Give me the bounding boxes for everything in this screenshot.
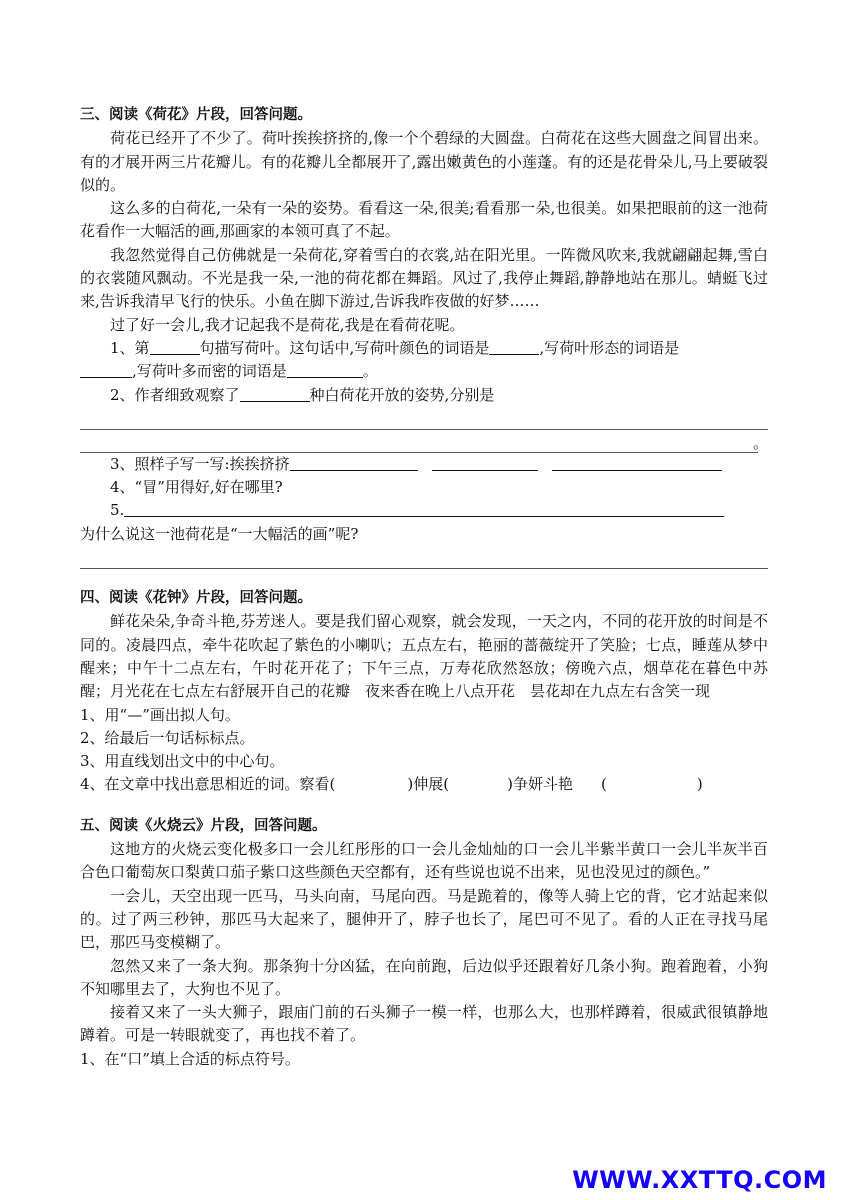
blank[interactable]: [150, 339, 200, 355]
worksheet: [80, 104, 768, 1071]
s5-paragraph-4: 接着又来了一头大狮子，跟庙门前的石头狮子一模一样，也那么大，也那样蹲着，很威武很镇静地蹲着。可是一转眼就变了，再也找不着了。: [80, 1003, 768, 1045]
blank[interactable]: [124, 501, 724, 517]
s5-question-1: 1、在“口”填上合适的标点符号。: [80, 1049, 300, 1068]
s4-paragraph-1: 鲜花朵朵,争奇斗艳,芬芳迷人。要是我们留心观察，就会发现，一天之内，不同的花开放的时间是不同的。凌晨四点，牵牛花吹起了紫色的小喇叭；五点左右，艳丽的蔷薇绽开了笑脸；七点，睡莲从梦中醒来；中午十二点左右，午时花开花了；下午三点，万寿花欣然怒放；傍晚六点，烟草花在暮色中苏醒；月光花在七点左右舒展开自己的花瓣 夜来香在晚上八点开花 昙花却在九点左右含笑一现: [80, 612, 768, 701]
s3-question-5-text: 为什么说这一池荷花是“一大幅活的画”呢?: [80, 524, 359, 543]
answer-line[interactable]: [80, 407, 768, 430]
s4-question-1: 1、用“—”画出拟人句。: [80, 705, 240, 724]
section-5-title: 五、阅读《火烧云》片段，回答问题。: [80, 817, 327, 834]
s5-paragraph-3: 忽然又来了一条大狗。那条狗十分凶猛，在向前跑，后边似乎还跟着好几条小狗。跑着跑着，小狗不知哪里去了，大狗也不见了。: [80, 956, 768, 998]
answer-line[interactable]: [80, 546, 768, 569]
watermark-logo: WWW.XXTTQ.COM: [572, 1166, 827, 1194]
blank[interactable]: [489, 339, 539, 355]
s3-paragraph-3: 我忽然觉得自己仿佛就是一朵荷花,穿着雪白的衣裳,站在阳光里。一阵微风吹来,我就翩翩起舞,雪白的衣裳随风飘动。不光是我一朵,一池的荷花都在舞蹈。风过了,我停止舞蹈,静静地站在那儿。蜻蜓飞过来,告诉我清早飞行的快乐。小鱼在脚下游过,告诉我昨夜做的好梦……: [80, 245, 768, 311]
blank[interactable]: [80, 362, 132, 378]
s5-paragraph-2: 一会儿，天空出现一匹马，马头向南，马尾向西。马是跪着的，像等人骑上它的背，它才站起来似的。过了两三秒钟，那匹马大起来了，腿伸开了，脖子也长了，尾巴可不见了。看的人正在寻找马尾巴，那匹马变模糊了。: [80, 886, 768, 952]
s4-question-3: 3、用直线划出文中的中心句。: [80, 752, 285, 771]
blank[interactable]: [240, 386, 310, 402]
section-3-title: 三、阅读《荷花》片段，回答问题。: [80, 107, 312, 123]
s4-question-4: 4、在文章中找出意思相近的词。察看( )伸展( )争妍斗艳 ( ): [80, 775, 703, 794]
s5-paragraph-1: 这地方的火烧云变化极多口一会儿红彤彤的口一会儿金灿灿的口一会儿半紫半黄口一会儿半灰半百合色口葡萄灰口梨黄口茄子紫口这些颜色天空都有，还有些说也说不出来，见也没见过的颜色。”: [80, 840, 768, 882]
blank[interactable]: [552, 455, 722, 471]
s4-question-2: 2、给最后一句话标标点。: [80, 728, 255, 747]
blank[interactable]: [432, 455, 538, 471]
answer-line[interactable]: [80, 430, 758, 453]
s3-question-2: 2、作者细致观察了 种白荷花开放的姿势,分别是: [110, 385, 495, 404]
blank[interactable]: [287, 362, 363, 378]
blank[interactable]: [290, 455, 418, 471]
s3-question-3: 3、照样子写一写:挨挨挤挤: [80, 453, 768, 476]
answer-line-row: 。: [80, 430, 768, 453]
s3-paragraph-1: 荷花已经开了不少了。荷叶挨挨挤挤的,像一个个碧绿的大圆盘。白荷花在这些大圆盘之间冒出来。有的才展开两三片花瓣儿。有的花瓣儿全都展开了,露出嫩黄色的小莲蓬。有的还是花骨朵儿,马上要破裂似的。: [80, 129, 768, 194]
s3-question-5: 5.: [80, 499, 768, 522]
s3-paragraph-2: 这么多的白荷花,一朵有一朵的姿势。看看这一朵,很美;看看那一朵,也很美。如果把眼前的这一池荷花看作一大幅活的画,那画家的本领可真了不起。: [80, 199, 768, 241]
s3-question-1-cont: ,写荷叶多而密的词语是 。: [80, 360, 768, 383]
s3-question-4: 4、“冒”用得好,好在哪里?: [110, 478, 283, 497]
s3-question-1: 1、第 句描写荷叶。这句话中,写荷叶颜色的词语是 ,写荷叶形态的词语是: [110, 338, 680, 357]
section-4-title: 四、阅读《花钟》片段，回答问题。: [80, 590, 312, 607]
s3-paragraph-4: 过了好一会儿,我才记起我不是荷花,我是在看荷花呢。: [110, 315, 465, 334]
